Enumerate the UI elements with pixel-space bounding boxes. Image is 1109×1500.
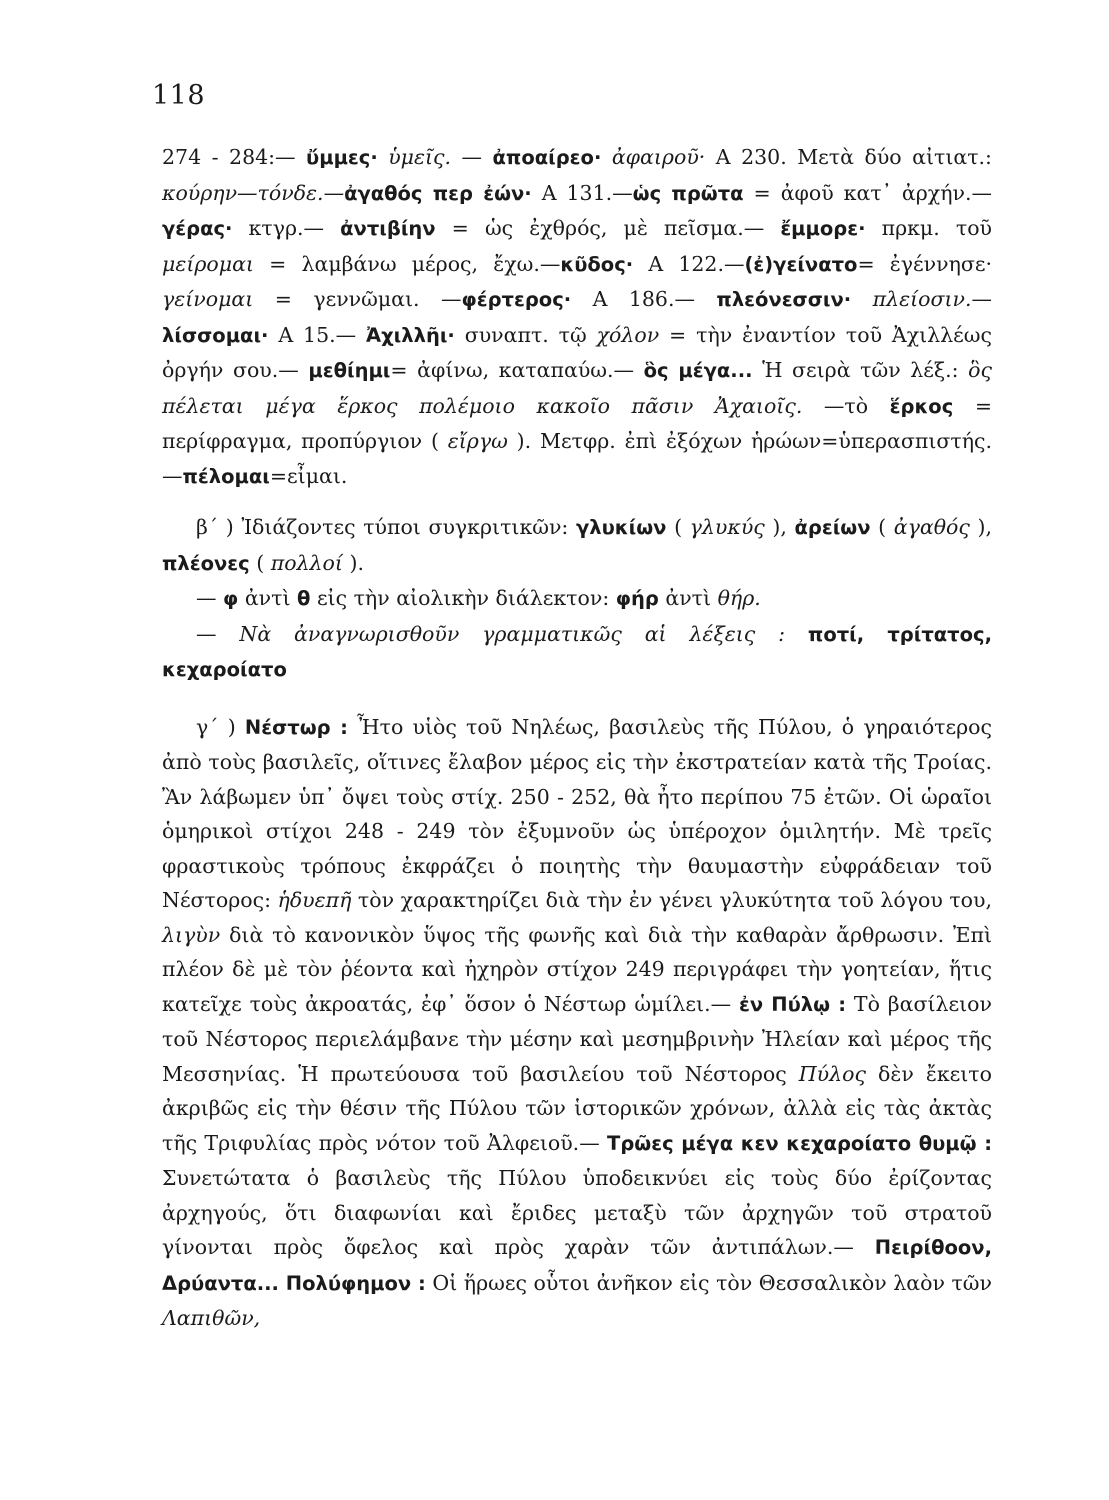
text-run: συναπτ. τῷ xyxy=(454,322,597,347)
italic-term: ὑμεῖς. xyxy=(388,145,452,169)
italic-term: Πύλος xyxy=(798,1061,866,1086)
text-run: ). Μετφρ. ἐπὶ ἐξόχων ἡρώων=ὑπερασπιστής.— xyxy=(162,429,992,488)
italic-term: Νὰ ἀναγνωρισθοῦν γραμματικῶς αἱ λέξεις : xyxy=(239,621,786,646)
text-run: 274 - 284:— xyxy=(162,145,307,169)
headword: Πειρίθοον, Δρύαντα... Πολύφημον : xyxy=(162,1236,992,1295)
headword: ὡς πρῶτα xyxy=(632,181,744,205)
italic-term: πλείοσιν. xyxy=(872,287,972,311)
italic-term: Λαπιθῶν, xyxy=(162,1306,261,1330)
headword: φέρτερος· xyxy=(461,288,572,311)
text-run: Οἱ ἥρωες οὗτοι ἀνῆκον εἰς τὸν Θεσσαλικὸν λαὸν τῶν xyxy=(425,1270,992,1295)
italic-term: μείρομαι xyxy=(162,251,254,276)
text-run: ), xyxy=(764,515,795,539)
headword: λίσσομαι· xyxy=(162,323,269,347)
headword: θ xyxy=(297,587,311,610)
text-run: Τὸ βασίλειον τοῦ Νέστορος περιελάμβανε τὴν μέσην καὶ μεσημβρινὴν Ἠλείαν καὶ μέρος τῆς Μεσσηνίας. Ἡ πρωτεύουσα τοῦ βασιλείου τοῦ Νέστορος xyxy=(162,991,992,1086)
text-run: = περίφραγμα, προπύργιον ( xyxy=(162,393,992,453)
text-run: — xyxy=(323,180,345,205)
text-run: — xyxy=(451,145,493,169)
text-run: — xyxy=(971,287,992,311)
page-number: 118 xyxy=(152,80,206,111)
text-run: Α 186.— xyxy=(571,287,717,311)
text-run: ). xyxy=(342,550,364,575)
text-run: — xyxy=(196,586,224,610)
italic-term: λιγὺν xyxy=(162,922,221,947)
headword: ἔμμορε· xyxy=(780,217,866,240)
text-run: Ἦτο υἱὸς τοῦ Νηλέως, βασιλεὺς τῆς Πύλου, ὁ γηραιότερος ἀπὸ τοὺς βασιλεῖς, οἵτινες ἔλαβον μέρος εἰς τὴν ἐκστρατείαν κατὰ τῆς Τροίας. Ἂν λάβωμεν ὑπ᾽ ὄψει τοὺς στίχ. 250 - 252, θὰ ἦτο περίπου 75 ἐτῶν. Οἱ ὡραῖοι ὁμηρικοὶ στίχοι 248 - 249 τὸν ἐξυμνοῦν ὡς ὑπέροχον ὁμιλητήν. Μὲ τρεῖς φραστικοὺς τρόπους ἐκφράζει ὁ ποιητὴς τὴν θαυμαστὴν εὐφράδειαν τοῦ Νέστορος: xyxy=(162,714,992,912)
text-run: δὲν ἔκειτο ἀκριβῶς εἰς τὴν θέσιν τῆς Πύλου τῶν ἱστορικῶν χρόνων, ἀλλὰ εἰς τὰς ἀκτὰς τῆς Τριφυλίας πρὸς νότον τοῦ Ἀλφειοῦ.— xyxy=(162,1061,992,1155)
text-run: ἀντὶ xyxy=(658,586,718,610)
headword: (ἐ)γείνατο xyxy=(744,252,858,276)
paragraph-comparatives xyxy=(162,510,992,581)
text-run: = λαμβάνω μέρος, ἔχω.— xyxy=(253,251,561,276)
text-run: = ὡς ἐχθρός, μὲ πεῖσμα.— xyxy=(435,216,781,240)
italic-term: γλυκύς xyxy=(689,515,765,539)
headword: πλέονες xyxy=(162,551,250,575)
text-run: —τὸ xyxy=(802,393,890,418)
italic-term: γείνομαι xyxy=(162,287,254,311)
text-run: διὰ τὸ κανονικὸν ὕψος τῆς φωνῆς καὶ διὰ τὴν καθαρὰν ἄρθρωσιν. Ἐπὶ πλέον δὲ μὲ τὸν ῥέοντα καὶ ἠχηρὸν στίχον 249 περιγράφει τὴν γοητείαν, ἥτις κατεῖχε τοὺς ἀκροατάς, ἐφ᾽ ὅσον ὁ Νέστωρ ὡμίλει.— xyxy=(162,922,992,1016)
text-run: = ἐγέννησε· xyxy=(857,251,993,276)
text-run: τὸν χαρακτηρίζει διὰ τὴν ἐν γένει γλυκύτητα τοῦ λόγου του, xyxy=(351,888,992,912)
text-run: — xyxy=(196,621,240,646)
headword: ἀντιβίην xyxy=(340,217,436,240)
text-run xyxy=(851,287,872,311)
italic-term: ἀφαιροῦ· xyxy=(611,145,706,169)
text-run: γ΄ ) xyxy=(196,714,245,739)
text-run: Ἡ σειρὰ τῶν λέξ.: xyxy=(752,358,969,382)
text-run: εἰς τὴν αἰολικὴν διάλεκτον: xyxy=(310,586,616,610)
text-run: ἀντὶ xyxy=(238,586,298,610)
headword: ἐν Πύλῳ : xyxy=(738,992,847,1016)
text-run: = γεννῶμαι. — xyxy=(253,287,462,311)
headword: πέλομαι xyxy=(182,464,270,488)
italic-term: χόλον xyxy=(596,322,660,347)
headword: πλεόνεσσιν· xyxy=(716,288,852,311)
headword: γέρας· xyxy=(162,217,233,240)
italic-term: ὃς πέλεται μέγα ἕρκος πολέμοιο κακοῖο πᾶσιν Ἀχαιοῖς. xyxy=(162,358,992,418)
headword: Νέστωρ : xyxy=(244,715,348,739)
paragraph-aeolic xyxy=(162,581,992,617)
italic-term: ἡδυεπῆ xyxy=(277,888,352,912)
italic-term: εἴργω xyxy=(447,429,508,453)
text-run: ( xyxy=(666,515,690,539)
text-run: ( xyxy=(249,550,271,575)
text-run: β΄ ) Ἰδιάζοντες τύποι συγκριτικῶν: xyxy=(196,515,576,539)
text-run xyxy=(378,145,388,169)
text-run: ( xyxy=(870,515,894,539)
text-run: = ἀφοῦ κατ᾽ ἀρχήν.— xyxy=(743,180,992,205)
headword: Τρῶες μέγα κεν κεχαροίατο θυμῷ : xyxy=(607,1131,992,1155)
italic-term: κούρην—τόνδε. xyxy=(162,180,324,205)
text-run: ), xyxy=(969,515,992,539)
paragraph-exercise xyxy=(162,617,992,688)
italic-term: ἀγαθός xyxy=(893,515,970,539)
headword: γλυκίων xyxy=(575,516,667,539)
headword: ἕρκος xyxy=(889,394,954,418)
text-run: κτγρ.— xyxy=(232,216,341,240)
text-run: =εἶμαι. xyxy=(269,463,348,488)
text-run xyxy=(601,145,611,169)
paragraph-lexical-notes xyxy=(162,140,992,494)
headword: ἀποαίρεο· xyxy=(492,146,602,169)
headword: φήρ xyxy=(615,587,659,610)
text-run: Α 131.— xyxy=(531,180,633,205)
italic-term: θήρ. xyxy=(717,586,761,610)
text-run: = ἀφίνω, καταπαύω.— xyxy=(390,358,644,382)
paragraph-nestor xyxy=(162,710,992,1336)
headword: ἀρείων xyxy=(794,516,871,539)
text-run: Α 15.— xyxy=(268,322,366,347)
headword: μεθίημι xyxy=(308,359,391,382)
headword: κῦδος· xyxy=(560,252,634,276)
headword: ὔμμες· xyxy=(306,146,378,169)
text-run: πρκμ. τοῦ xyxy=(865,216,993,240)
headword: ὃς μέγα... xyxy=(643,359,753,382)
italic-term: πολλοί xyxy=(270,550,343,575)
text-run: = τὴν ἐναντίον τοῦ Ἀχιλλέως ὀργήν σου.— xyxy=(162,322,992,382)
text-run xyxy=(785,622,808,646)
headword: Ἀχιλλῆι· xyxy=(366,323,455,347)
page-body xyxy=(162,140,992,1336)
text-run: Συνετώτατα ὁ βασιλεὺς τῆς Πύλου ὑποδεικνύει εἰς τοὺς δύο ἐρίζοντας ἀρχηγούς, ὅτι διαφωνίαι καὶ ἔριδες μεταξὺ τῶν ἀρχηγῶν τοῦ στρατοῦ γίνονται πρὸς ὄφελος καὶ πρὸς χαρὰν τῶν ἀντιπάλων.— xyxy=(162,1166,992,1259)
headword: ἀγαθός περ ἐών· xyxy=(344,181,532,205)
text-run: Α 122.— xyxy=(633,251,745,276)
headword: ποτί, τρίτατος, κεχαροίατο xyxy=(162,622,992,681)
text-run: Α 230. Μετὰ δύο αἰτιατ.: xyxy=(705,145,992,169)
headword: φ xyxy=(223,587,239,610)
